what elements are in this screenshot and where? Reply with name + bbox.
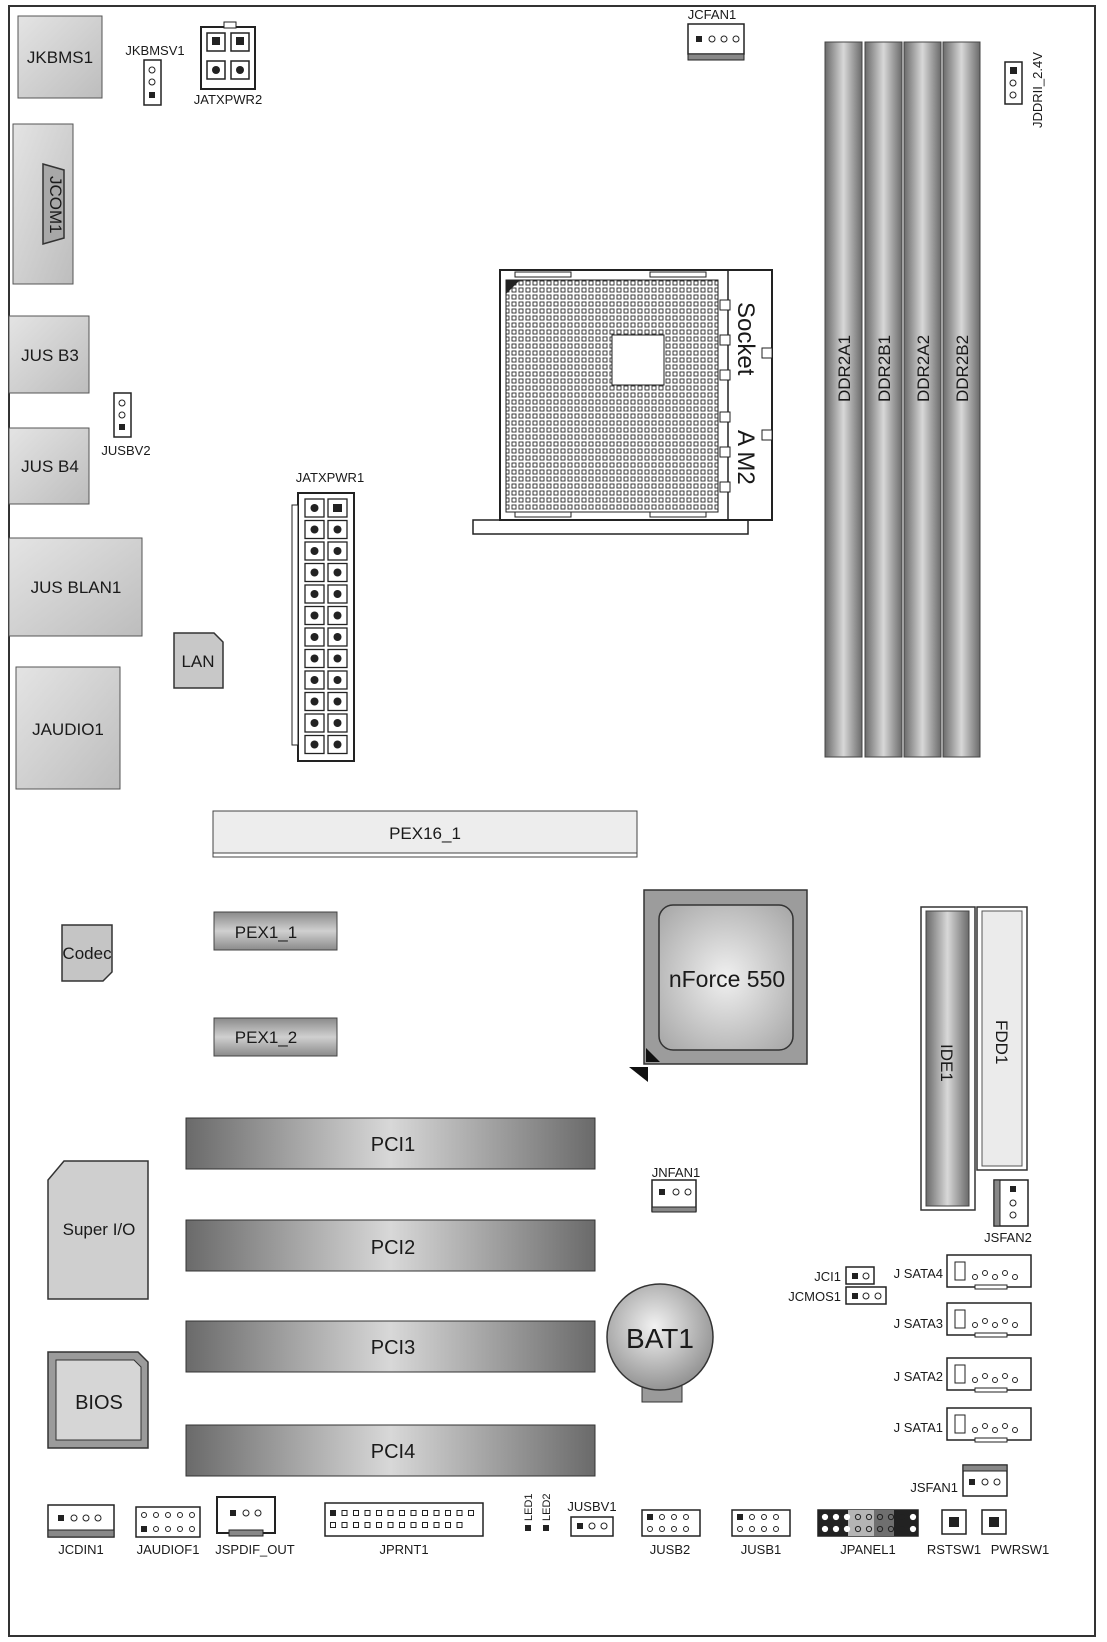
fdd1-label: FDD1 bbox=[992, 1020, 1011, 1065]
jusb4-label: JUS B4 bbox=[21, 457, 79, 476]
jcmos1-jumper bbox=[788, 1287, 886, 1304]
pci3-label: PCI3 bbox=[370, 1337, 416, 1359]
jddrii-label: JDDRII_2.4V bbox=[1030, 52, 1045, 128]
ide1-connector bbox=[921, 907, 975, 1210]
jaudiof1-header bbox=[136, 1507, 200, 1557]
jcfan1-label: JCFAN1 bbox=[687, 7, 737, 22]
jcfan1-header bbox=[688, 7, 744, 60]
pci2-label: PCI2 bbox=[370, 1237, 416, 1259]
rstsw1-label: RSTSW1 bbox=[926, 1542, 982, 1557]
jusb1-label: JUSB1 bbox=[740, 1542, 782, 1557]
superio-label: Super I/O bbox=[62, 1220, 136, 1239]
bios-label: BIOS bbox=[75, 1392, 123, 1414]
jaudiof1-label: JAUDIOF1 bbox=[136, 1542, 200, 1557]
pex16-1-slot bbox=[213, 811, 637, 857]
pci1-label: PCI1 bbox=[370, 1134, 416, 1156]
jci1-label: JCI1 bbox=[814, 1269, 841, 1284]
jsfan2-label: JSFAN2 bbox=[984, 1230, 1032, 1245]
cpu-socket-am2 bbox=[473, 270, 772, 534]
jusb4-port bbox=[9, 428, 89, 504]
nforce-label: nForce 550 bbox=[668, 966, 786, 992]
ddr2b1-slot bbox=[865, 42, 902, 757]
jkbms1-port bbox=[18, 16, 102, 98]
jcdin1-label: JCDIN1 bbox=[58, 1542, 104, 1557]
jaudio1-label: JAUDIO1 bbox=[32, 720, 104, 739]
jatxpwr2-connector bbox=[194, 22, 262, 107]
pci1-slot bbox=[186, 1118, 595, 1169]
ddr2b1-label: DDR2B1 bbox=[875, 334, 894, 402]
jusb2-label: JUSB2 bbox=[649, 1542, 691, 1557]
codec-label: Codec bbox=[62, 944, 112, 963]
jatxpwr1-label: JATXPWR1 bbox=[295, 470, 365, 485]
jkbms1-label: JKBMS1 bbox=[26, 48, 94, 67]
pci4-slot bbox=[186, 1425, 595, 1476]
pci3-slot bbox=[186, 1321, 595, 1372]
jcmos1-label: JCMOS1 bbox=[788, 1289, 841, 1304]
led2-label: LED2 bbox=[541, 1493, 553, 1521]
jatxpwr2-label: JATXPWR2 bbox=[193, 92, 263, 107]
jprnt1-label: JPRNT1 bbox=[379, 1542, 429, 1557]
jsata4-label: J SATA4 bbox=[893, 1266, 943, 1281]
jusbv2-label: JUSBV2 bbox=[101, 443, 151, 458]
pex1-1-label: PEX1_1 bbox=[234, 923, 298, 942]
jsata1-label: J SATA1 bbox=[893, 1420, 943, 1435]
jkbmsv1-label: JKBMSV1 bbox=[125, 43, 185, 58]
super-io-chip bbox=[48, 1161, 148, 1299]
led1-label: LED1 bbox=[523, 1493, 535, 1521]
pex1-2-label: PEX1_2 bbox=[234, 1028, 298, 1047]
pex1-1-slot bbox=[214, 912, 337, 950]
ddr2a1-slot bbox=[825, 42, 862, 757]
jatxpwr1-connector bbox=[292, 470, 364, 761]
jcom1-port bbox=[13, 124, 73, 284]
fdd1-connector bbox=[977, 907, 1027, 1170]
ddr2a1-label: DDR2A1 bbox=[835, 334, 854, 402]
jsata3-label: J SATA3 bbox=[893, 1316, 943, 1331]
pci4-label: PCI4 bbox=[370, 1441, 416, 1463]
jnfan1-label: JNFAN1 bbox=[651, 1165, 701, 1180]
socket-label-line2: A M2 bbox=[732, 430, 759, 485]
jspdif-out-label: JSPDIF_OUT bbox=[215, 1542, 295, 1557]
pwrsw1-label: PWRSW1 bbox=[990, 1542, 1050, 1557]
ddr2b2-label: DDR2B2 bbox=[953, 334, 972, 402]
ddr2b2-slot bbox=[943, 42, 980, 757]
jpanel1-label: JPANEL1 bbox=[840, 1542, 896, 1557]
jcom1-label: JCOM1 bbox=[46, 176, 65, 234]
lan-label: LAN bbox=[181, 652, 215, 671]
pex16-1-label: PEX16_1 bbox=[389, 824, 461, 843]
ide1-label: IDE1 bbox=[937, 1044, 956, 1082]
ddr2a2-label: DDR2A2 bbox=[914, 334, 933, 402]
jusblan1-port bbox=[9, 538, 142, 636]
socket-label-line1: Socket bbox=[732, 302, 759, 376]
jsata2-label: J SATA2 bbox=[893, 1369, 943, 1384]
pci2-slot bbox=[186, 1220, 595, 1271]
ddr2a2-slot bbox=[904, 42, 941, 757]
bat1-label: BAT1 bbox=[626, 1323, 694, 1354]
codec-chip bbox=[62, 925, 112, 981]
bios-chip bbox=[48, 1352, 148, 1448]
lan-chip bbox=[174, 633, 223, 688]
jnfan1-header bbox=[652, 1165, 700, 1212]
jusblan1-label: JUS BLAN1 bbox=[30, 578, 122, 597]
jaudio1-port bbox=[16, 667, 120, 789]
jsfan1-label: JSFAN1 bbox=[910, 1480, 958, 1495]
nforce-550-chipset bbox=[629, 890, 807, 1082]
jusbv1-label: JUSBV1 bbox=[567, 1499, 617, 1514]
pex1-2-slot bbox=[214, 1018, 337, 1056]
jusb3-label: JUS B3 bbox=[21, 346, 79, 365]
jusb3-port bbox=[9, 316, 89, 393]
jusbv1-jumper bbox=[567, 1499, 616, 1536]
